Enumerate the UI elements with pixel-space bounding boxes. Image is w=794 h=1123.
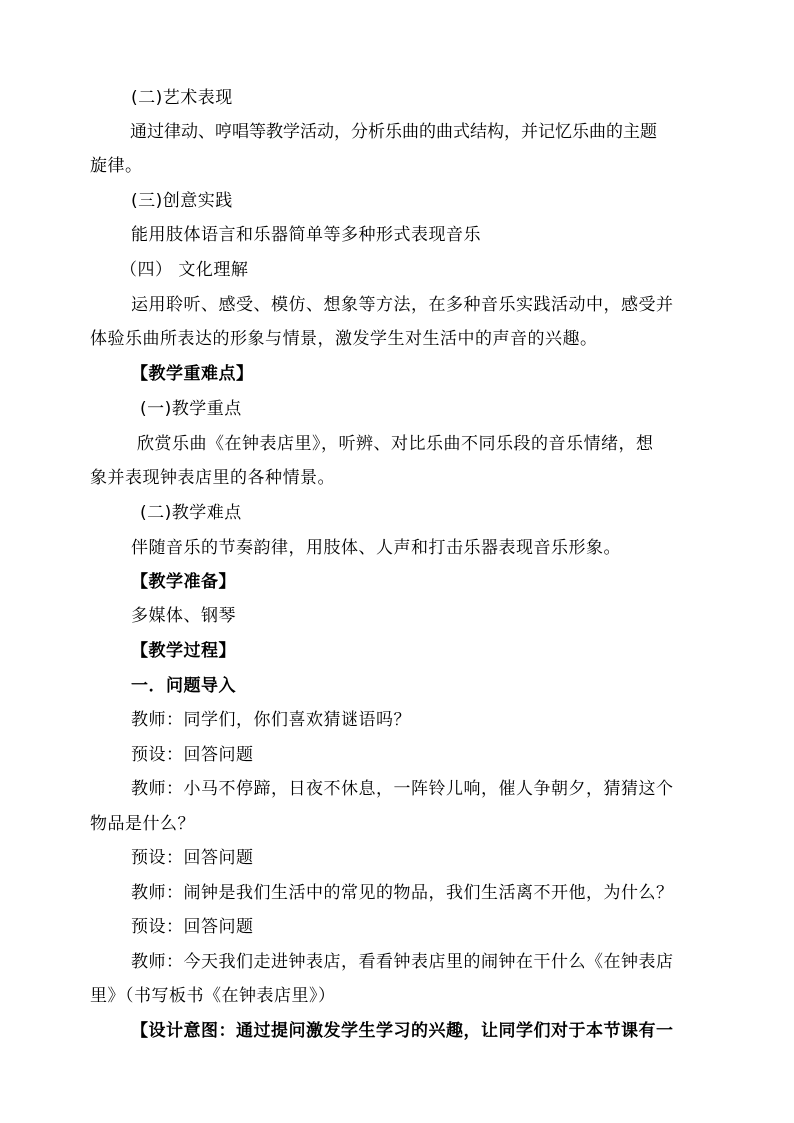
teacher-line-1: 教师：同学们，你们喜欢猜谜语吗？ xyxy=(131,710,411,730)
preset-line-1: 预设：回答问题 xyxy=(131,745,254,765)
section-creative-heading: (三)创意实践 xyxy=(131,191,233,211)
key-points-line-2: 象并表现钟表店里的各种情景。 xyxy=(90,468,335,488)
key-points-heading: (一)教学重点 xyxy=(140,399,242,419)
difficult-points-paragraph: 伴随音乐的节奏韵律，用肢体、人声和打击乐器表现音乐形象。 xyxy=(131,538,621,558)
teacher-line-2b: 物品是什么？ xyxy=(90,814,195,834)
teacher-line-4b: 里》（书写板书《在钟表店里》） xyxy=(90,986,336,1006)
process-heading: 【教学过程】 xyxy=(131,641,236,661)
preparation-paragraph: 多媒体、钢琴 xyxy=(131,606,236,626)
teacher-line-3: 教师：闹钟是我们生活中的常见的物品，我们生活离不开他，为什么？ xyxy=(131,883,674,903)
culture-paragraph-line-1: 运用聆听、感受、模仿、想象等方法，在多种音乐实践活动中，感受并 xyxy=(131,295,674,315)
intro-heading: 一．问题导入 xyxy=(131,676,236,696)
teacher-line-2a: 教师：小马不停蹄，日夜不休息，一阵铃儿响，催人争朝夕，猜猜这个 xyxy=(131,779,674,799)
preset-line-2: 预设：回答问题 xyxy=(131,848,254,868)
teacher-line-4a: 教师：今天我们走进钟表店，看看钟表店里的闹钟在干什么《在钟表店 xyxy=(131,952,674,972)
art-paragraph-text: 通过律动、哼唱等教学活动，分析乐曲的曲式结构，并记忆乐曲的主题 xyxy=(130,122,657,142)
key-difficult-heading: 【教学重难点】 xyxy=(131,364,254,384)
section-art-heading: (二)艺术表现 xyxy=(131,88,233,108)
culture-paragraph-line-2: 体验乐曲所表达的形象与情景，激发学生对生活中的声音的兴趣。 xyxy=(90,329,598,349)
design-intent-line: 【设计意图：通过提问激发学生学习的兴趣，让同学们对于本节课有一 xyxy=(131,1021,674,1041)
difficult-points-heading: (二)教学难点 xyxy=(140,503,242,523)
preparation-heading: 【教学准备】 xyxy=(131,572,236,592)
art-paragraph-line-1 xyxy=(90,121,709,143)
preset-line-3: 预设：回答问题 xyxy=(131,917,254,937)
art-paragraph-line-2: 旋律。 xyxy=(90,156,143,176)
key-points-line-1: 欣赏乐曲《在钟表店里》，听辨、对比乐曲不同乐段的音乐情绪，想 xyxy=(137,434,654,454)
section-culture-heading: （四） 文化理解 xyxy=(120,260,249,280)
creative-paragraph: 能用肢体语言和乐器简单等多种形式表现音乐 xyxy=(131,225,481,245)
